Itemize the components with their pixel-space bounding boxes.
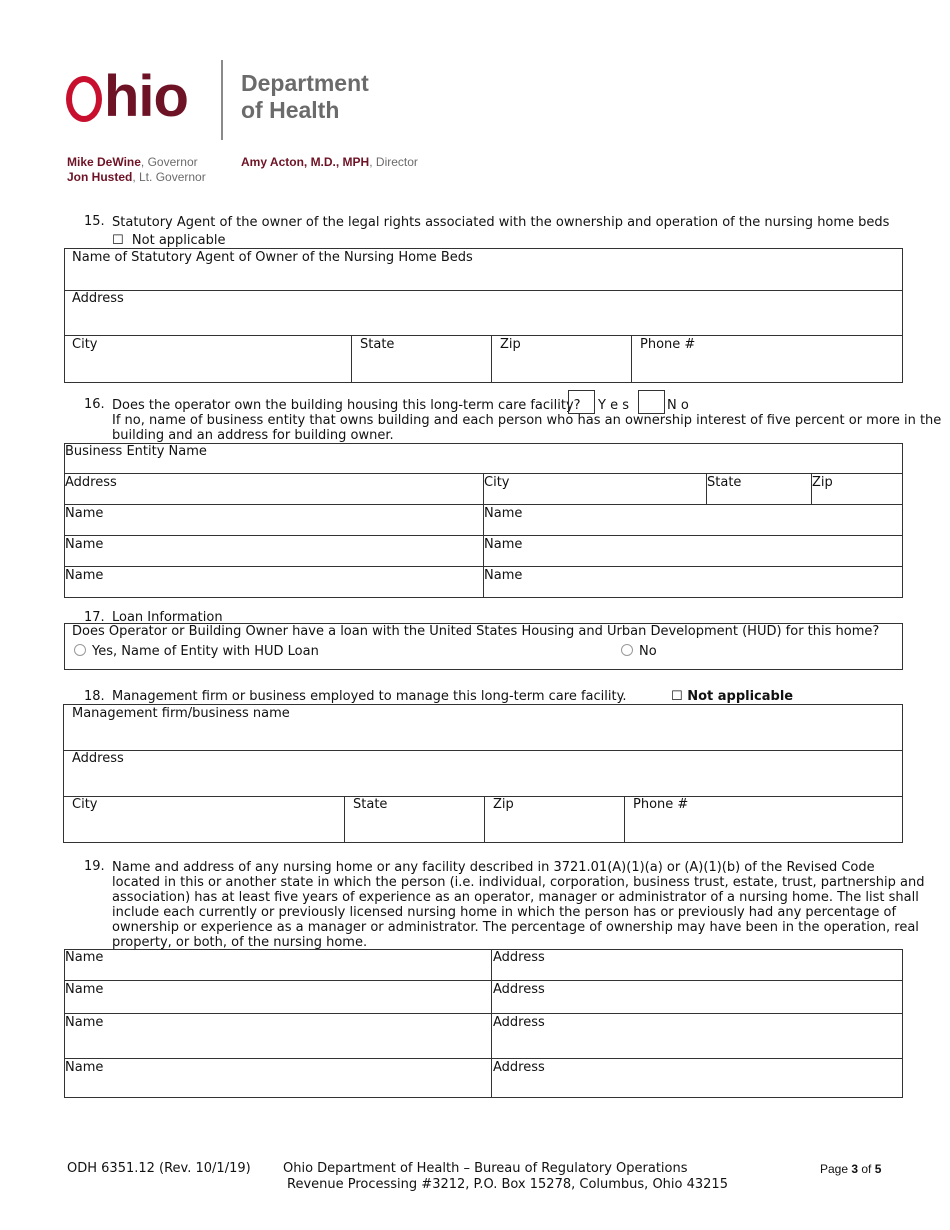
footer-address: Revenue Processing #3212, P.O. Box 15278, Columbus, Ohio 43215 — [287, 1177, 728, 1192]
q15-phone-field[interactable]: Phone # — [640, 337, 696, 352]
page-number-of: of — [858, 1162, 875, 1176]
q19-address-field[interactable]: Address — [493, 1060, 545, 1075]
q19-name-field[interactable]: Name — [65, 982, 104, 997]
q15-not-applicable[interactable] — [112, 233, 226, 248]
radio-icon[interactable] — [621, 644, 633, 656]
q15-name-field[interactable]: Name of Statutory Agent of Owner of the Nursing Home Beds — [72, 250, 473, 265]
page-current: 3 — [851, 1162, 859, 1176]
q18-text: Management firm or business employed to manage this long-term care facility. — [112, 689, 627, 704]
q18-city-field[interactable]: City — [72, 797, 98, 812]
q17-yes-option[interactable] — [74, 644, 319, 659]
q16-business-name-field[interactable]: Business Entity Name — [65, 444, 207, 459]
q17-number: 17. — [84, 610, 105, 625]
q16-name-field[interactable]: Name — [65, 506, 104, 521]
q18-table — [63, 704, 903, 843]
q16-state-field[interactable]: State — [707, 475, 742, 490]
page-number-prefix: Page — [820, 1162, 852, 1176]
divider — [624, 796, 625, 843]
checkbox-icon[interactable]: ☐ — [112, 233, 124, 248]
q19-number: 19. — [84, 859, 105, 874]
director-name: Amy Acton, M.D., MPH — [241, 155, 370, 169]
lt-governor-title: , Lt. Governor — [132, 170, 206, 184]
ohio-logo-text: hio — [104, 64, 188, 129]
q16-name-field[interactable]: Name — [484, 568, 523, 583]
q16-number: 16. — [84, 397, 105, 412]
ohio-logo-o-icon — [66, 76, 102, 122]
q18-phone-field[interactable]: Phone # — [633, 797, 689, 812]
director-title: , Director — [369, 155, 418, 169]
q19-line: property, or both, of the nursing home. — [112, 935, 368, 950]
q16-city-field[interactable]: City — [484, 475, 510, 490]
checkbox-icon[interactable]: ☐ — [671, 689, 683, 704]
governor-block — [67, 155, 206, 185]
divider — [63, 796, 903, 797]
q19-address-field[interactable]: Address — [493, 1015, 545, 1030]
q19-address-field[interactable]: Address — [493, 950, 545, 965]
q16-yes-checkbox[interactable] — [568, 390, 595, 414]
q19-name-field[interactable]: Name — [65, 950, 104, 965]
divider — [64, 1013, 903, 1014]
ohio-logo — [66, 62, 188, 132]
divider — [64, 335, 903, 336]
q17-question: Does Operator or Building Owner have a loan with the United States Housing and Urban Development (HUD) for this home? — [72, 624, 880, 639]
q17-no-label: No — [639, 644, 657, 659]
q15-text: Statutory Agent of the owner of the legal rights associated with the ownership and operation of the nursing home beds — [112, 215, 890, 230]
dept-line-1: Department — [241, 70, 369, 96]
governor-title: , Governor — [140, 155, 198, 169]
divider — [64, 1058, 903, 1059]
q18-address-field[interactable]: Address — [72, 751, 124, 766]
q19-line: located in this or another state in which the person (i.e. individual, corporation, business trust, estate, trust, partnership and — [112, 875, 925, 890]
q19-line: include each currently or previously licensed nursing home in which the person has or previously had any percentage of — [112, 905, 897, 920]
footer-org: Ohio Department of Health – Bureau of Regulatory Operations — [283, 1161, 688, 1176]
q19-line: Name and address of any nursing home or any facility described in 3721.01(A)(1)(a) or (A)(1)(b) of the Revised Code — [112, 860, 875, 875]
divider — [491, 335, 492, 382]
q16-name-field[interactable]: Name — [65, 537, 104, 552]
q18-firm-name-field[interactable]: Management firm/business name — [72, 706, 290, 721]
q19-address-field[interactable]: Address — [493, 982, 545, 997]
q17-yes-label: Yes, Name of Entity with HUD Loan — [92, 644, 319, 659]
q16-zip-field[interactable]: Zip — [812, 475, 833, 490]
q19-table — [64, 949, 903, 1098]
divider — [631, 335, 632, 382]
q16-subtext-1: If no, name of business entity that owns building and each person who has an ownership interest of five percent or more in the — [112, 413, 942, 428]
director-block — [241, 155, 418, 170]
q18-state-field[interactable]: State — [353, 797, 388, 812]
q15-city-field[interactable]: City — [72, 337, 98, 352]
q19-text — [112, 860, 925, 950]
q17-no-option[interactable] — [621, 644, 657, 659]
q18-number: 18. — [84, 689, 105, 704]
q15-zip-field[interactable]: Zip — [500, 337, 521, 352]
q15-not-applicable-label: Not applicable — [131, 233, 226, 248]
divider — [351, 335, 352, 382]
form-id: ODH 6351.12 (Rev. 10/1/19) — [67, 1161, 251, 1176]
divider — [64, 980, 903, 981]
divider — [484, 796, 485, 843]
divider — [63, 750, 903, 751]
q15-state-field[interactable]: State — [360, 337, 395, 352]
q16-name-field[interactable]: Name — [484, 506, 523, 521]
q18-zip-field[interactable]: Zip — [493, 797, 514, 812]
q15-table — [64, 248, 903, 383]
q16-subtext-2: building and an address for building owner. — [112, 428, 394, 443]
q16-address-field[interactable]: Address — [65, 475, 117, 490]
q19-line: ownership or experience as a manager or administrator. The percentage of ownership may have been in the operation, real — [112, 920, 919, 935]
divider — [491, 949, 492, 1098]
logo-divider — [221, 60, 223, 140]
department-title — [241, 70, 369, 124]
q15-number: 15. — [84, 214, 105, 229]
q19-line: association) has at least five years of experience as an operator, manager or administrator of a nursing home. The list shall — [112, 890, 919, 905]
q15-address-field[interactable]: Address — [72, 291, 124, 306]
q16-yes-label: Y e s — [598, 398, 629, 413]
lt-governor-name: Jon Husted — [67, 170, 133, 184]
governor-name: Mike DeWine — [67, 155, 141, 169]
radio-icon[interactable] — [74, 644, 86, 656]
q18-not-applicable[interactable] — [671, 689, 793, 704]
q18-not-applicable-label: Not applicable — [687, 689, 794, 704]
page-total: 5 — [874, 1162, 882, 1176]
q16-name-field[interactable]: Name — [484, 537, 523, 552]
q19-name-field[interactable]: Name — [65, 1060, 104, 1075]
q16-no-label: N o — [667, 398, 689, 413]
page-number — [820, 1161, 881, 1177]
q17-text: Loan Information — [112, 610, 223, 625]
q16-no-checkbox[interactable] — [638, 390, 665, 414]
q16-name-field[interactable]: Name — [65, 568, 104, 583]
divider — [344, 796, 345, 843]
divider — [64, 290, 903, 291]
q19-name-field[interactable]: Name — [65, 1015, 104, 1030]
q16-text: Does the operator own the building housing this long-term care facility? — [112, 398, 581, 413]
dept-line-2: of Health — [241, 97, 340, 123]
